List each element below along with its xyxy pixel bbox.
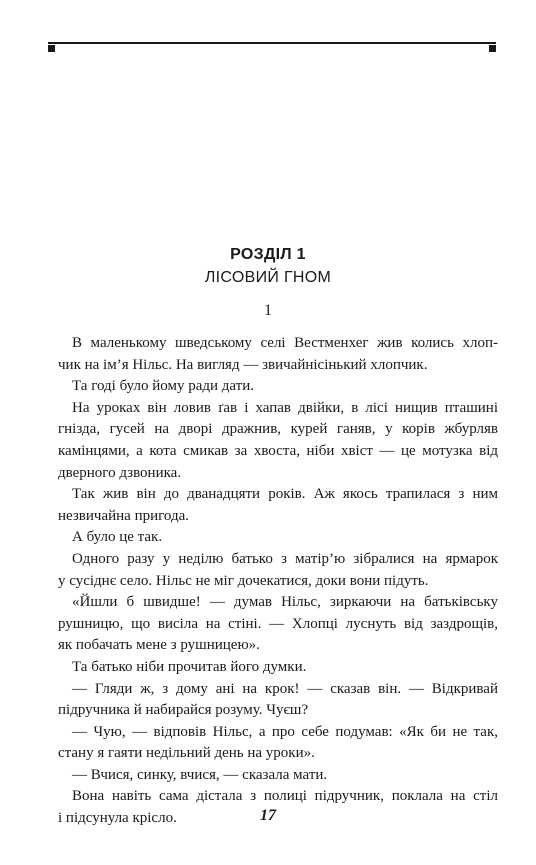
text-line: у сусіднє село. Нільс не міг дочекатися, доки вони підуть.	[58, 572, 429, 589]
text-line: стану я гаяти недільний день на уроки».	[58, 745, 315, 762]
text-line: На уроках він ловив ґав і хапав двійки, в лісі нищив пташині	[72, 399, 498, 416]
text-line: дверного дзвоника.	[58, 464, 182, 481]
chapter-number: РОЗДІЛ 1	[230, 246, 306, 263]
text-line: Одного разу у неділю батько з матір’ю зібралися на ярмарок	[72, 550, 498, 567]
text-line: Так жив він до дванадцяти років. Аж якось трапилася з ним	[72, 486, 498, 503]
text-line: Та батько ніби прочитав його думки.	[72, 658, 307, 675]
text-line: А було це так.	[72, 529, 163, 546]
text-line: камінцями, а кота смикав за хвоста, ніби хвіст — це мотузка від	[58, 442, 498, 459]
text-line: — Гляди ж, з дому ані на крок! — сказав він. — Відкривай	[72, 680, 498, 697]
text-line: — Чую, — відповів Нільс, а про себе подумав: «Як би не так,	[72, 723, 498, 740]
text-line: «Йшли б швидше! — думав Нільс, зиркаючи на батьківську	[72, 594, 498, 611]
text-line: незвичайна пригода.	[58, 507, 190, 524]
text-line: Та годі було йому ради дати.	[72, 378, 255, 395]
page-number: 17	[260, 807, 276, 824]
section-number: 1	[264, 302, 272, 319]
text-line: гнізда, гусей на дворі дражнив, курей ганяв, у корів жбурляв	[58, 421, 498, 438]
header-rule	[48, 42, 496, 44]
text-line: і підсунула крісло.	[58, 810, 177, 827]
text-line: підручника й набирайся розуму. Чуєш?	[58, 702, 309, 719]
header-marker-right	[489, 45, 496, 52]
text-line: чик на ім’я Нільс. На вигляд — звичайнісінький хлопчик.	[58, 356, 428, 373]
text-line: рушницю, що висіла на стіні. — Хлопці луснуть від заздрощів,	[58, 615, 498, 632]
text-line: В маленькому шведському селі Вестменхег жив колись хлоп-	[72, 335, 498, 351]
text-line: як побачать мене з рушницею».	[58, 637, 260, 654]
body-text	[58, 333, 498, 830]
chapter-title: ЛІСОВИЙ ГНОМ	[204, 269, 332, 286]
text-line: Вона навіть сама дістала з полиці підручник, поклала на стіл	[72, 788, 498, 805]
header-marker-left	[48, 45, 55, 52]
text-line: — Вчися, синку, вчися, — сказала мати.	[72, 766, 328, 783]
